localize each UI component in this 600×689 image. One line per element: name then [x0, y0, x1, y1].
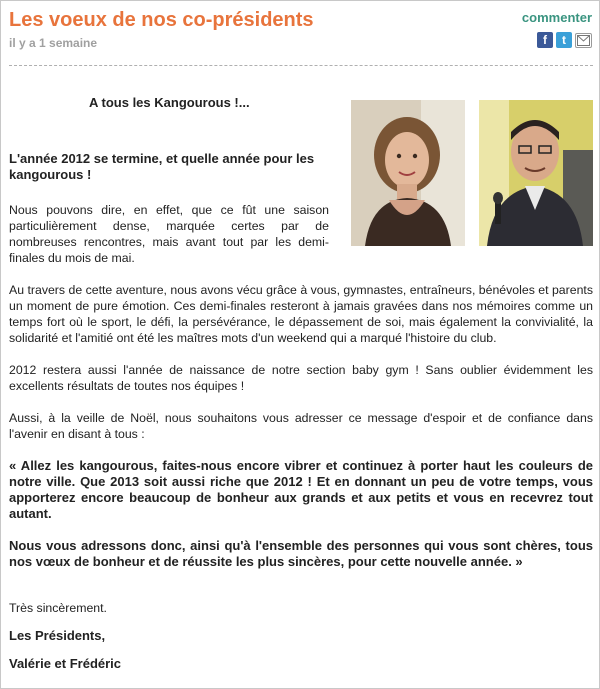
article-body [9, 95, 593, 684]
article-paragraph-3: 2012 restera aussi l'année de naissance de notre section baby gym ! Sans oublier évidemment les excellents résultats de toutes nos équipes ! [9, 363, 593, 393]
article-paragraph-2: Au travers de cette aventure, nous avons vécu grâce à vous, gymnastes, entraîneurs, bénévoles et parents un moment de pure émotion. Ces demi-finales resteront à jamais gravées dans nos mémoires comme un temps fort où le sport, le défi, la persévérance, le dépassement de soi, mais également la convivialité, la solidarité et l'amitié ont été les maîtres mots d'un weekend qui a marqué l'histoire du club. [9, 283, 593, 345]
article-title: Les voeux de nos co-présidents [9, 9, 314, 31]
facebook-icon: f [543, 33, 547, 47]
header-divider [9, 65, 593, 66]
twitter-share-button[interactable] [556, 32, 572, 48]
share-bar [537, 32, 592, 48]
envelope-icon [577, 35, 590, 46]
closing-text: Très sincèrement. [9, 601, 107, 615]
article-paragraph-5: « Allez les kangourous, faites-nous encore vibrer et continuez à porter haut les couleurs de notre ville. Que 2013 soit aussi riche que 2012 ! Et en donnant un peu de votre temps, vous apporterez encore beaucoup de bonheur aux grands et aux petits et vous en recevrez tout autant. [9, 458, 593, 521]
article-paragraph-1: Nous pouvons dire, en effet, que ce fût une saison particulièrement dense, marquée certes par de nombreuses rencontres, mais avant tout par les demi-finales du mois de mai. [9, 203, 329, 265]
comment-link[interactable]: commenter [521, 10, 592, 25]
article-paragraph-4: Aussi, à la veille de Noël, nous souhaitons vous adresser ce message d'espoir et de confiance dans l'avenir en disant à tous : [9, 411, 593, 441]
email-share-button[interactable] [575, 33, 592, 48]
article-paragraph-6: Nous vous adressons donc, ainsi qu'à l'ensemble des personnes qui vous sont chères, tous nos vœux de bonheur et de réussite les plus sincères, pour cette nouvelle année. » [9, 538, 593, 569]
article-lead: L'année 2012 se termine, et quelle année pour les kangourous ! [9, 151, 315, 182]
signature-title: Les Présidents, [9, 628, 106, 643]
article-date: il y a 1 semaine [9, 36, 98, 50]
twitter-icon: t [562, 33, 566, 47]
article-greeting: A tous les Kangourous !... [89, 95, 250, 110]
facebook-share-button[interactable] [537, 32, 553, 48]
signature-names: Valérie et Frédéric [9, 656, 122, 671]
article-header [1, 1, 599, 61]
article-signature [9, 600, 593, 672]
